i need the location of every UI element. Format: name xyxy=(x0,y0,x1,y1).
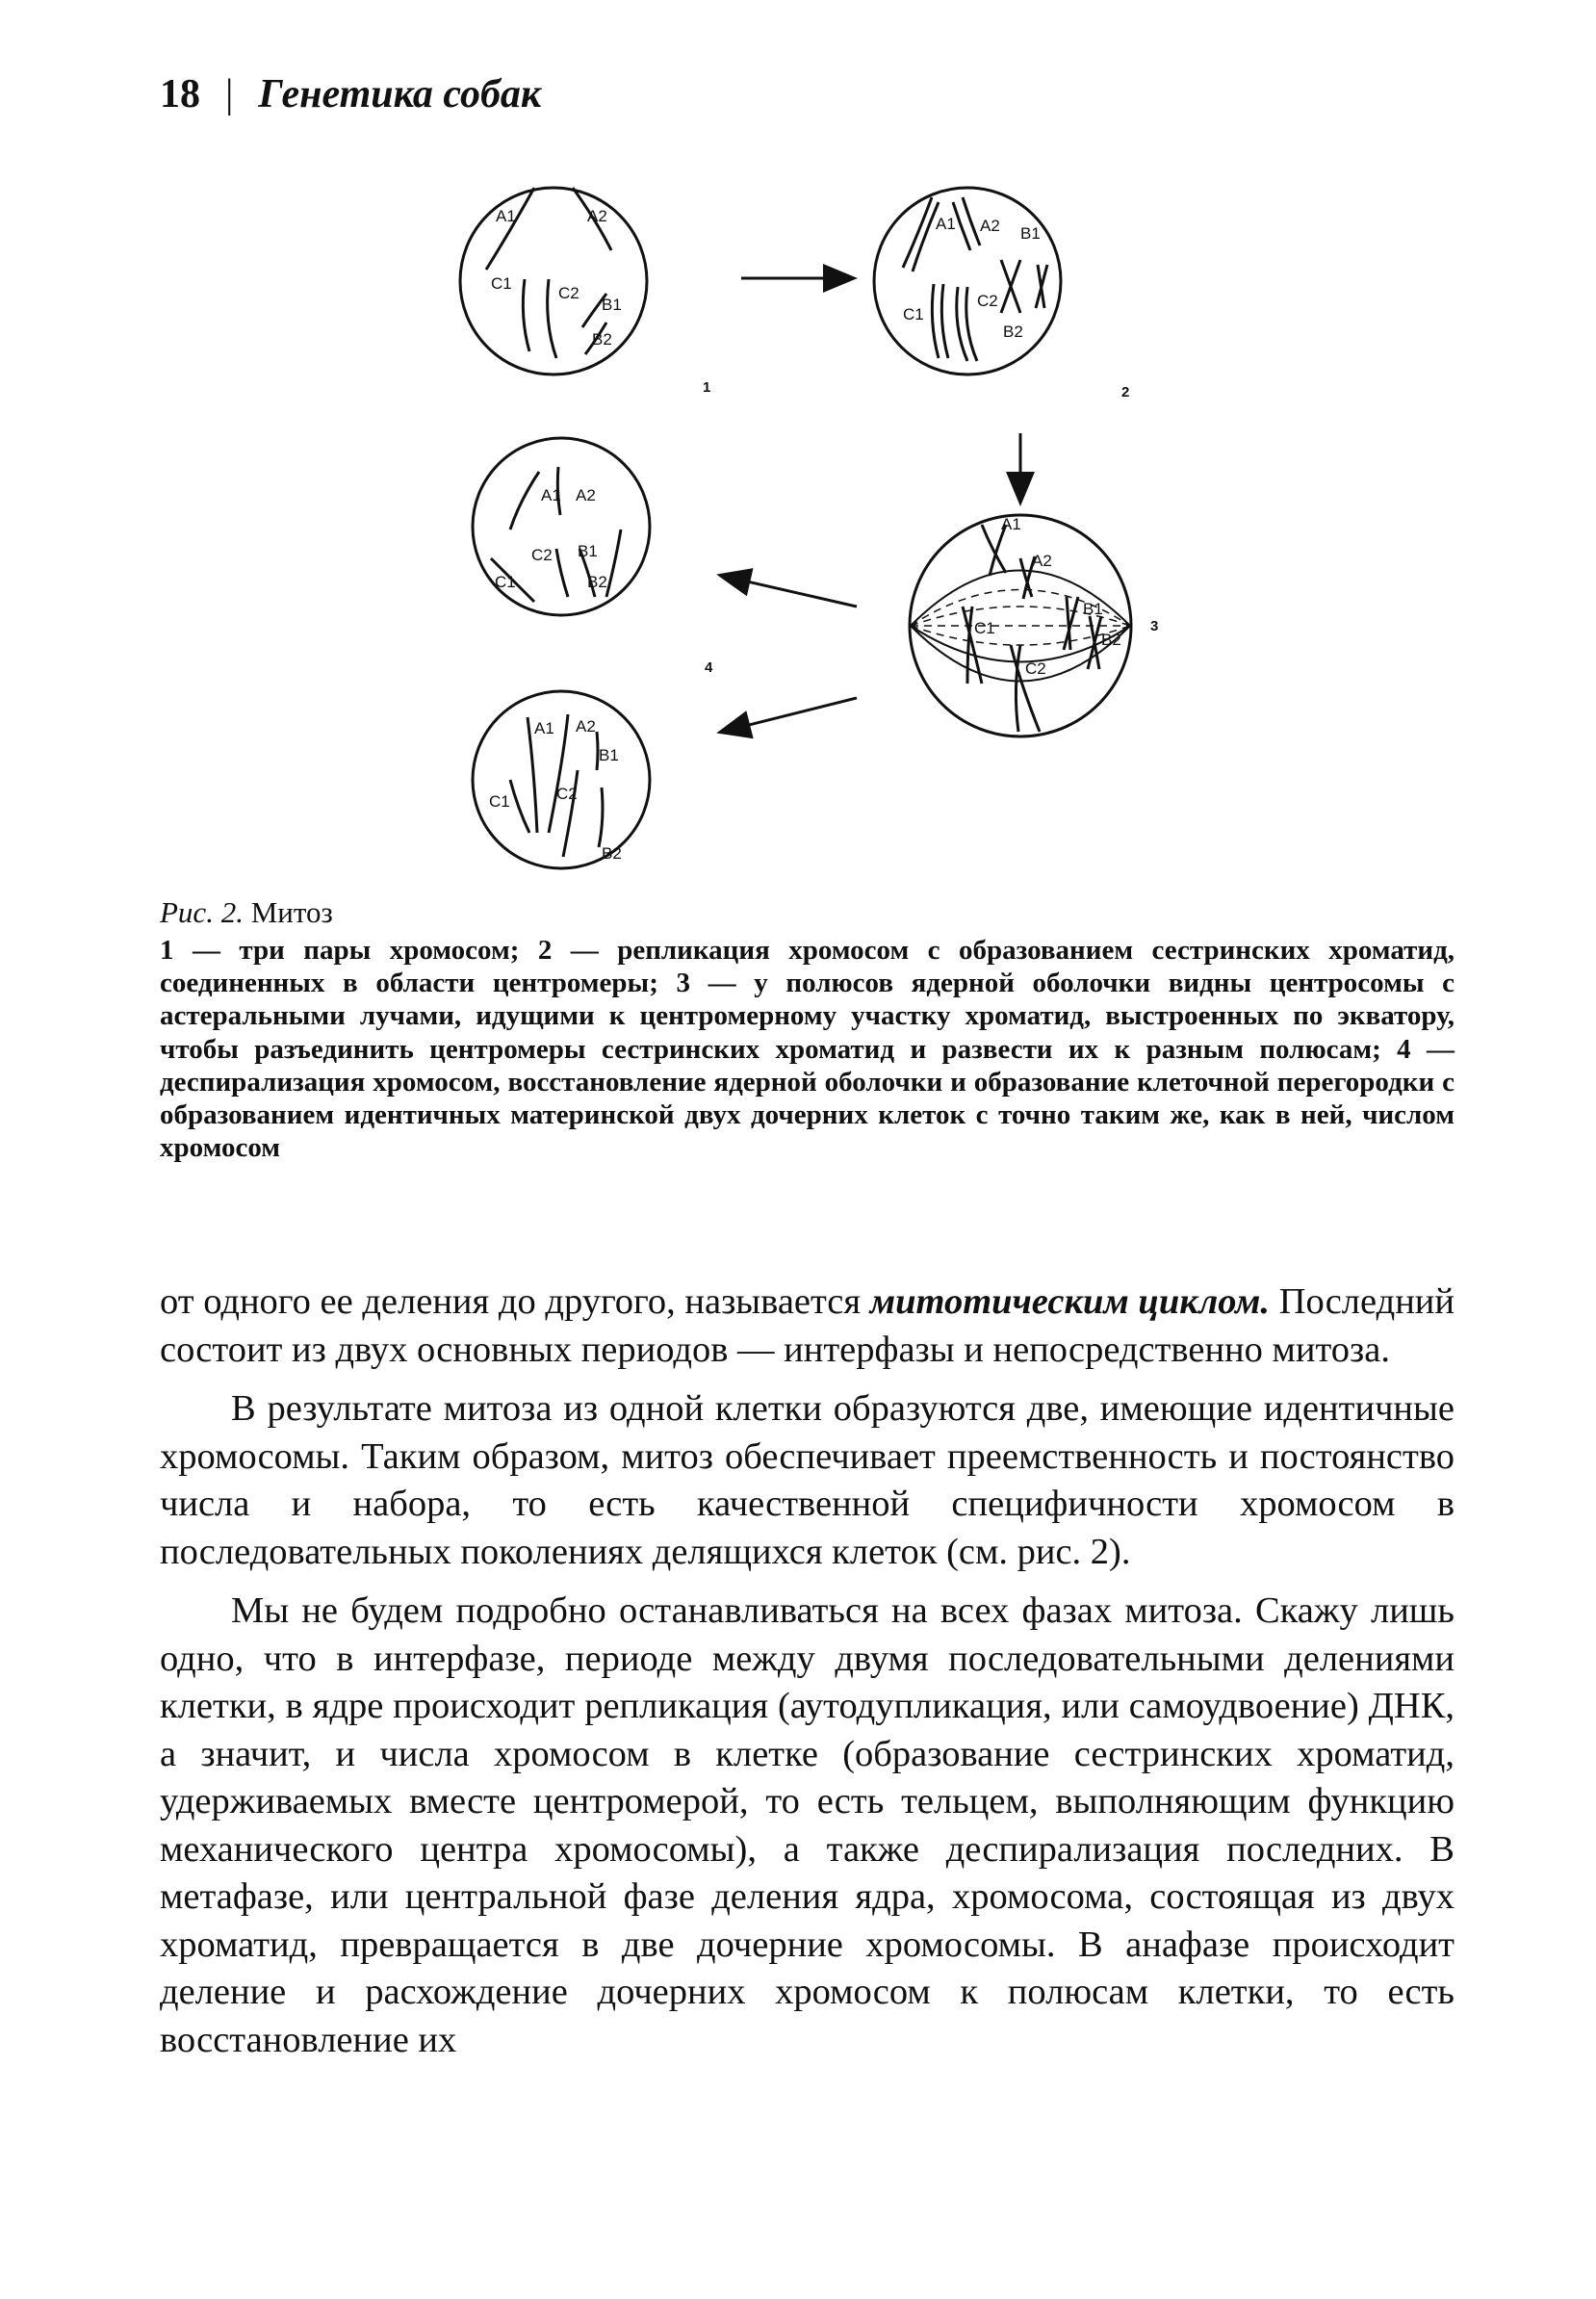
arrow-3-to-4-upper xyxy=(722,576,857,607)
figure-title: Митоз xyxy=(250,895,333,929)
label-c1: C1 xyxy=(495,573,516,591)
page-number: 18 xyxy=(160,72,200,116)
stage-label-3: 3 xyxy=(1150,618,1159,634)
label-b1: B1 xyxy=(1083,600,1103,618)
label-b2: B2 xyxy=(592,330,612,349)
label-c2: C2 xyxy=(977,292,998,310)
paragraph-3: Мы не будем подробно останавливаться на всех фазах митоза. Скажу лишь одно, что в интерфазе, периоде между двумя последовательными делениями клетки, в ядре происходит репликация (аутодупликация, или самоудвоение) ДНК, а значит, и числа хромосом в клетке (образование сестринских хроматид, удерживаемых вместе центромерой, то есть тельцем, выполняющим функцию механического центра хромосомы), а также деспирализация последних. В метафазе, или центральной фазе деления ядра, хромосома, состоящая из двух хроматид, превращается в две дочерние хромосомы. В анафазе происходит деление и расхождение дочерних хромосом к полюсам клетки, то есть восстановление их xyxy=(160,1590,1454,2060)
label-a1: A1 xyxy=(1001,515,1021,533)
caption-title xyxy=(160,895,1454,930)
label-a2: A2 xyxy=(576,486,596,504)
label-b1: B1 xyxy=(1020,224,1041,243)
label-b1: B1 xyxy=(578,542,598,560)
label-a1: A1 xyxy=(541,486,561,504)
running-header xyxy=(160,71,541,117)
cell-stage-4-lower xyxy=(473,691,650,868)
label-a2: A2 xyxy=(587,207,607,225)
figure-number: Рис. 2. xyxy=(160,895,244,929)
label-b1: B1 xyxy=(602,296,622,314)
header-separator: | xyxy=(225,72,234,116)
label-c2: C2 xyxy=(556,785,578,803)
stage-label-4: 4 xyxy=(705,659,713,676)
label-b2: B2 xyxy=(602,844,622,863)
label-c2: C2 xyxy=(531,546,553,564)
label-a2: A2 xyxy=(980,217,1000,235)
book-title: Генетика собак xyxy=(258,72,542,116)
label-a2: A2 xyxy=(576,717,596,736)
paragraph-1-end: Последний состоит из двух основных периодов — интерфазы и непосредственно митоза. xyxy=(160,1281,1455,1370)
paragraph-2: В результате митоза из одной клетки образуются две, имеющие идентичные хромосомы. Таким образом, митоз обеспечивает преемственность и постоянство числа и набора, то есть качественной специфичности хромосом в последовательных поколениях делящихся клеток (см. рис. 2). xyxy=(160,1388,1454,1572)
figure-caption xyxy=(160,895,1454,1164)
label-b1: B1 xyxy=(599,746,619,764)
term-mitotic-cycle: митотическим циклом. xyxy=(869,1281,1271,1322)
label-b2: B2 xyxy=(587,573,607,591)
cell-stage-4-upper xyxy=(473,438,650,615)
paragraph-1-start: от одного ее деления до другого, называется xyxy=(160,1281,870,1322)
label-b2: B2 xyxy=(1101,631,1121,649)
label-c2: C2 xyxy=(558,284,579,302)
label-a2: A2 xyxy=(1032,552,1052,570)
cell-stage-3 xyxy=(910,515,1158,736)
caption-text: 1 — три пары хромосом; 2 — репликация хромосом с образованием сестринских хроматид, соединенных в области центромеры; 3 — у полюсов ядерной оболочки видны центросомы с астеральными лучами, идущими к центромерному участку хроматид, выстроенных по экватору, чтобы разъединить центромеры сестринских хроматид и развести их к разным полюсам; 4 — деспирализация хромосом, восстановление ядерной оболочки и образование клеточной перегородки с образованием идентичных материнской двух дочерних клеток с точно таким же, как в ней, числом хромосом xyxy=(160,935,1454,1164)
label-c1: C1 xyxy=(489,792,510,811)
stage-label-2: 2 xyxy=(1121,384,1130,400)
body-text xyxy=(160,1279,1454,2064)
paragraph-1 xyxy=(160,1279,1454,1374)
stage-label-1: 1 xyxy=(703,379,711,396)
label-b2: B2 xyxy=(1003,323,1023,341)
cell-stage-1 xyxy=(460,188,710,396)
label-c1: C1 xyxy=(903,305,924,323)
cell-stage-2 xyxy=(874,188,1129,400)
label-a1: A1 xyxy=(936,215,956,233)
label-a1: A1 xyxy=(534,719,554,737)
arrow-3-to-4-lower xyxy=(722,698,857,732)
label-c1: C1 xyxy=(974,619,995,637)
mitosis-figure xyxy=(443,144,1194,876)
label-c1: C1 xyxy=(491,274,512,293)
label-a1: A1 xyxy=(496,207,516,225)
label-c2: C2 xyxy=(1025,659,1046,678)
